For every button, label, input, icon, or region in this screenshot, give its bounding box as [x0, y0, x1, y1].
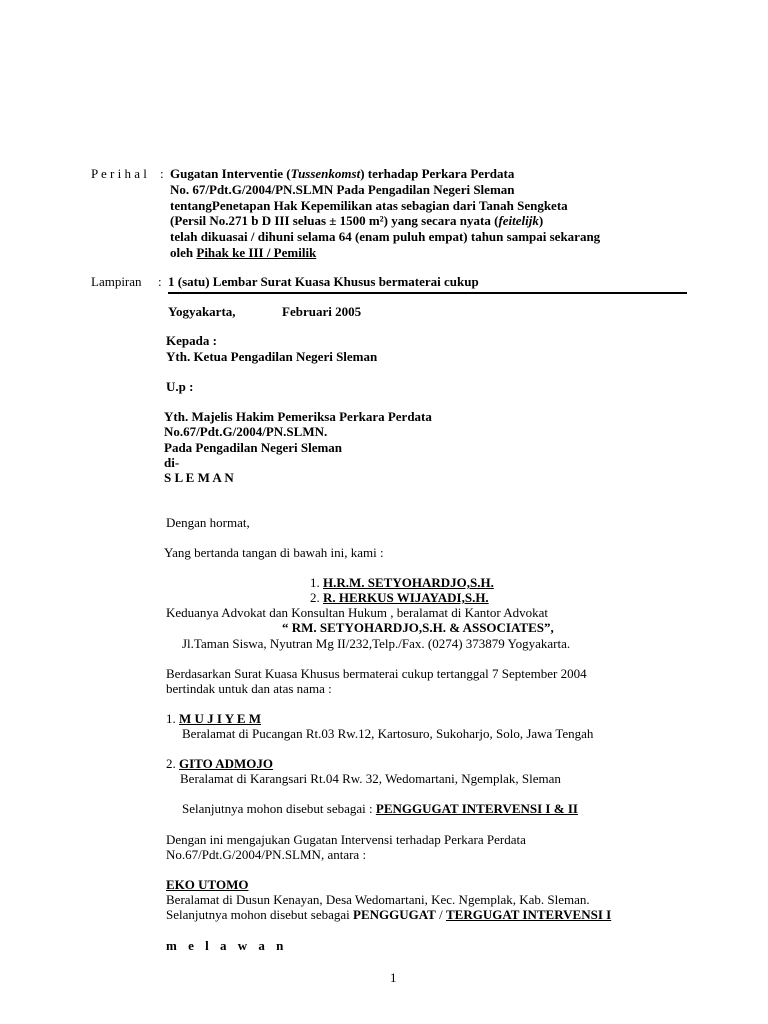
intro-text: Yang bertanda tangan di bawah ini, kami : — [164, 545, 384, 560]
lampiran-label: Lampiran — [91, 274, 142, 289]
up-line-5: S L E M A N — [164, 470, 234, 485]
perihal-line-5: telah dikuasai / dihuni selama 64 (enam puluh empat) tahun sampai sekarang — [170, 229, 601, 244]
office-line: Keduanya Advokat dan Konsultan Hukum , beralamat di Kantor Advokat — [166, 605, 548, 620]
office-address: Jl.Taman Siswa, Nyutran Mg II/232,Telp./Fax. (0274) 373879 Yogyakarta. — [182, 636, 571, 651]
up-line-4: di- — [164, 455, 180, 470]
selanjutnya-line-1: Selanjutnya mohon disebut sebagai : PENGGUGAT INTERVENSI I & II — [182, 801, 578, 816]
perihal-line-3: tentangPenetapan Hak Kepemilikan atas sebagian dari Tanah Sengketa — [170, 198, 568, 213]
greeting: Dengan hormat, — [166, 515, 250, 530]
up-line-1: Yth. Majelis Hakim Pemeriksa Perkara Perdata — [164, 409, 432, 424]
page-number: 1 — [390, 970, 397, 985]
kuasa-line-2: bertindak untuk dan atas nama : — [166, 681, 332, 696]
party-name: EKO UTOMO — [166, 877, 249, 892]
party-address: Beralamat di Dusun Kenayan, Desa Wedomartani, Kec. Ngemplak, Kab. Sleman. — [166, 892, 590, 907]
up-line-3: Pada Pengadilan Negeri Sleman — [164, 440, 343, 455]
advocate-2: 2. R. HERKUS WIJAYADI,S.H. — [310, 590, 489, 605]
client-2-name: 2. GITO ADMOJO — [166, 756, 274, 771]
perihal-line-2: No. 67/Pdt.G/2004/PN.SLMN Pada Pengadilan Negeri Sleman — [170, 182, 515, 197]
date-place: Yogyakarta, — [168, 304, 236, 319]
kepada-recipient: Yth. Ketua Pengadilan Negeri Sleman — [166, 349, 378, 364]
office-name: “ RM. SETYOHARDJO,S.H. & ASSOCIATES”, — [282, 620, 554, 635]
kuasa-line-1: Berdasarkan Surat Kuasa Khusus bermaterai cukup tertanggal 7 September 2004 — [166, 666, 587, 681]
client-1-name: 1. M U J I Y E M — [166, 711, 262, 726]
client-1-address: Beralamat di Pucangan Rt.03 Rw.12, Kartosuro, Sukoharjo, Solo, Jawa Tengah — [182, 726, 594, 741]
up-line-2: No.67/Pdt.G/2004/PN.SLMN. — [164, 424, 328, 439]
kepada-label: Kepada : — [166, 333, 217, 348]
melawan: m e l a w a n — [166, 938, 288, 953]
advocate-1: 1. H.R.M. SETYOHARDJO,S.H. — [310, 575, 494, 590]
party-role-line: Selanjutnya mohon disebut sebagai PENGGUGAT / TERGUGAT INTERVENSI I — [166, 907, 612, 922]
gugatan-line-2: No.67/Pdt.G/2004/PN.SLMN, antara : — [166, 847, 367, 862]
perihal-line-4: (Persil No.271 b D III seluas ± 1500 m²) yang secara nyata (feitelijk) — [170, 213, 544, 228]
gugatan-line-1: Dengan ini mengajukan Gugatan Intervensi terhadap Perkara Perdata — [166, 832, 526, 847]
lampiran-text: 1 (satu) Lembar Surat Kuasa Khusus bermaterai cukup — [168, 274, 479, 289]
date-month-year: Februari 2005 — [282, 304, 362, 319]
lampiran-colon: : — [158, 274, 162, 289]
perihal-line-6: oleh Pihak ke III / Pemilik — [170, 245, 317, 260]
perihal-colon: : — [160, 166, 164, 181]
up-label: U.p : — [166, 379, 194, 394]
client-2-address: Beralamat di Karangsari Rt.04 Rw. 32, Wedomartani, Ngemplak, Sleman — [180, 771, 561, 786]
perihal-label: P e r i h a l — [91, 166, 147, 181]
header-divider — [168, 292, 687, 294]
perihal-line-1: Gugatan Interventie (Tussenkomst) terhadap Perkara Perdata — [170, 166, 515, 181]
